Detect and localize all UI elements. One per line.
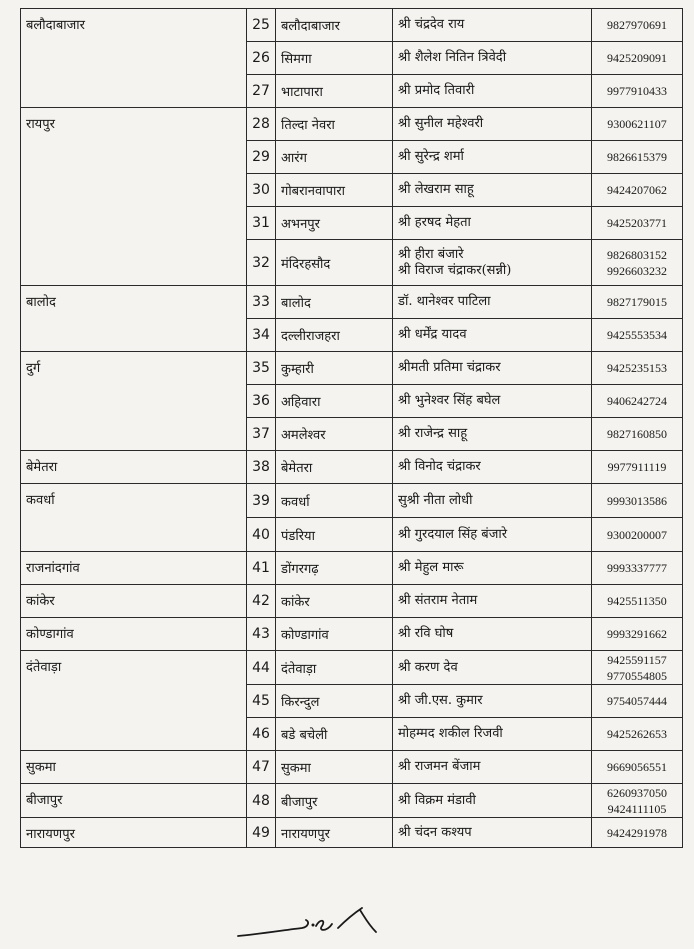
serial-number-cell: 41 xyxy=(247,552,276,585)
person-name: श्री चंद्रदेव राय xyxy=(398,17,465,32)
person-name-cell xyxy=(393,319,592,352)
person-name-cell xyxy=(393,42,592,75)
person-name-cell xyxy=(393,451,592,484)
serial-number-cell: 30 xyxy=(247,174,276,207)
person-name: श्री करण देव xyxy=(398,659,458,675)
phone-number: 9300621107 xyxy=(607,117,667,131)
serial-number-cell: 35 xyxy=(247,352,276,385)
table-row xyxy=(21,751,683,784)
person-name-cell xyxy=(393,174,592,207)
phone-cell xyxy=(592,207,683,240)
phone-cell xyxy=(592,385,683,418)
person-name: श्रीमती प्रतिमा चंद्राकर xyxy=(398,360,501,375)
signature-scribble xyxy=(230,898,400,943)
person-name: श्री चंदन कश्यप xyxy=(398,824,472,840)
person-name-cell xyxy=(393,352,592,385)
district-cell: बलौदाबाजार xyxy=(21,9,247,108)
phone-cell xyxy=(592,352,683,385)
phone-cell xyxy=(592,75,683,108)
phone-number: 6260937050 xyxy=(607,785,667,800)
phone-cell xyxy=(592,818,683,848)
block-name-cell: सिमगा xyxy=(276,42,393,75)
block-name-cell: बलौदाबाजार xyxy=(276,9,393,42)
person-name-cell xyxy=(393,484,592,518)
serial-number-cell: 29 xyxy=(247,141,276,174)
table-row xyxy=(21,484,683,518)
serial-number-cell: 46 xyxy=(247,718,276,751)
phone-number: 9669056551 xyxy=(607,760,667,774)
person-name-cell xyxy=(393,75,592,108)
phone-number: 9300200007 xyxy=(607,527,667,542)
phone-number: 9425511350 xyxy=(607,594,667,608)
phone-number: 9425203771 xyxy=(607,216,667,230)
block-president-table xyxy=(20,8,683,848)
serial-number-cell: 38 xyxy=(247,451,276,484)
block-name-cell: बडे बचेली xyxy=(276,718,393,751)
person-name-cell xyxy=(393,207,592,240)
person-name: श्री रवि घोष xyxy=(398,626,454,641)
serial-number-cell: 40 xyxy=(247,518,276,552)
phone-number: 9993291662 xyxy=(607,627,667,641)
person-name-cell xyxy=(393,552,592,585)
block-name-cell: अभनपुर xyxy=(276,207,393,240)
block-name-cell: नारायणपुर xyxy=(276,818,393,848)
table-row xyxy=(21,818,683,848)
phone-cell xyxy=(592,484,683,518)
district-cell: नारायणपुर xyxy=(21,818,247,848)
district-cell: बेमेतरा xyxy=(21,451,247,484)
serial-number-cell: 27 xyxy=(247,75,276,108)
person-name-cell xyxy=(393,718,592,751)
district-cell: कांकेर xyxy=(21,585,247,618)
table-body xyxy=(21,9,683,848)
person-name: श्री जी.एस. कुमार xyxy=(398,693,483,708)
person-name: श्री सुरेन्द्र शर्मा xyxy=(398,149,464,164)
district-cell: दुर्ग xyxy=(21,352,247,451)
block-name-cell: बेमेतरा xyxy=(276,451,393,484)
district-cell: कवर्धा xyxy=(21,484,247,552)
table-row xyxy=(21,618,683,651)
table-row xyxy=(21,108,683,141)
phone-number: 9993013586 xyxy=(607,493,667,508)
phone-number: 9425262653 xyxy=(607,727,667,741)
phone-number: 9977910433 xyxy=(607,84,667,98)
person-name: श्री राजेन्द्र साहू xyxy=(398,426,468,441)
serial-number-cell: 26 xyxy=(247,42,276,75)
phone-number: 9425553534 xyxy=(607,328,667,342)
phone-number: 9827179015 xyxy=(607,295,667,309)
person-name: श्री भुनेश्वर सिंह बघेल xyxy=(398,393,501,408)
phone-number: 9406242724 xyxy=(607,394,667,408)
serial-number-cell: 25 xyxy=(247,9,276,42)
person-name-cell xyxy=(393,618,592,651)
serial-number-cell: 33 xyxy=(247,286,276,319)
phone-cell xyxy=(592,784,683,818)
phone-cell xyxy=(592,108,683,141)
person-name-cell xyxy=(393,108,592,141)
table-row xyxy=(21,552,683,585)
block-name-cell: कांकेर xyxy=(276,585,393,618)
block-name-cell: बालोद xyxy=(276,286,393,319)
person-name: श्री मेहुल मारू xyxy=(398,560,464,575)
serial-number-cell: 31 xyxy=(247,207,276,240)
district-cell: बीजापुर xyxy=(21,784,247,818)
person-name: श्री शैलेश नितिन त्रिवेदी xyxy=(398,50,507,65)
phone-number: 9425591157 xyxy=(607,652,667,667)
block-name-cell: कुम्हारी xyxy=(276,352,393,385)
phone-number: 9827970691 xyxy=(607,18,667,32)
serial-number-cell: 47 xyxy=(247,751,276,784)
phone-cell xyxy=(592,9,683,42)
person-name-cell xyxy=(393,585,592,618)
serial-number-cell: 48 xyxy=(247,784,276,818)
block-name-cell: बीजापुर xyxy=(276,784,393,818)
phone-cell xyxy=(592,518,683,552)
serial-number-cell: 49 xyxy=(247,818,276,848)
person-name: श्री राजमन बेंजाम xyxy=(398,759,481,774)
phone-cell xyxy=(592,718,683,751)
serial-number-cell: 43 xyxy=(247,618,276,651)
serial-number-cell: 39 xyxy=(247,484,276,518)
serial-number-cell: 37 xyxy=(247,418,276,451)
phone-number: 9977911119 xyxy=(607,460,667,474)
person-name: श्री विक्रम मंडावी xyxy=(398,792,476,808)
person-name: श्री लेखराम साहू xyxy=(398,182,474,197)
person-name: श्री हीरा बंजारे xyxy=(398,246,464,262)
phone-cell xyxy=(592,751,683,784)
phone-cell xyxy=(592,651,683,685)
block-name-cell: तिल्दा नेवरा xyxy=(276,108,393,141)
person-name: श्री गुरदयाल सिंह बंजारे xyxy=(398,526,508,542)
phone-number: 9826803152 xyxy=(607,247,667,262)
block-name-cell: दंतेवाड़ा xyxy=(276,651,393,685)
phone-number: 9826615379 xyxy=(607,150,667,164)
phone-number: 9424207062 xyxy=(607,183,667,197)
serial-number-cell: 36 xyxy=(247,385,276,418)
person-name: डॉ. थानेश्वर पाटिला xyxy=(398,294,491,309)
phone-cell xyxy=(592,585,683,618)
phone-cell xyxy=(592,451,683,484)
person-name-cell xyxy=(393,651,592,685)
serial-number-cell: 44 xyxy=(247,651,276,685)
block-name-cell: डोंगरगढ़ xyxy=(276,552,393,585)
district-cell: रायपुर xyxy=(21,108,247,286)
district-cell: दंतेवाड़ा xyxy=(21,651,247,751)
block-name-cell: सुकमा xyxy=(276,751,393,784)
person-name: श्री हरषद मेहता xyxy=(398,215,471,230)
phone-number: 9770554805 xyxy=(607,668,667,683)
person-name-cell xyxy=(393,518,592,552)
serial-number-cell: 28 xyxy=(247,108,276,141)
phone-number: 9425209091 xyxy=(607,51,667,65)
phone-number: 9424111105 xyxy=(607,801,667,816)
serial-number-cell: 45 xyxy=(247,685,276,718)
person-name: श्री प्रमोद तिवारी xyxy=(398,83,475,98)
block-name-cell: पंडरिया xyxy=(276,518,393,552)
phone-cell xyxy=(592,240,683,286)
district-cell: कोण्डागांव xyxy=(21,618,247,651)
table-row xyxy=(21,784,683,818)
phone-number: 9827160850 xyxy=(607,427,667,441)
table-row xyxy=(21,585,683,618)
person-name-cell xyxy=(393,141,592,174)
person-name: श्री विनोद चंद्राकर xyxy=(398,459,481,474)
phone-cell xyxy=(592,174,683,207)
serial-number-cell: 34 xyxy=(247,319,276,352)
person-name: श्री सुनील महेश्वरी xyxy=(398,116,484,131)
block-name-cell: अहिवारा xyxy=(276,385,393,418)
table-row xyxy=(21,651,683,685)
person-name-cell xyxy=(393,685,592,718)
phone-number: 9926603232 xyxy=(607,263,667,278)
person-name-cell xyxy=(393,9,592,42)
phone-number: 9424291978 xyxy=(607,825,667,840)
person-name: श्री विराज चंद्राकर(सन्नी) xyxy=(398,262,512,278)
phone-cell xyxy=(592,418,683,451)
person-name-cell xyxy=(393,240,592,286)
person-name: मोहम्मद शकील रिजवी xyxy=(398,726,503,741)
district-cell: सुकमा xyxy=(21,751,247,784)
table-row xyxy=(21,352,683,385)
block-name-cell: भाटापारा xyxy=(276,75,393,108)
phone-cell xyxy=(592,141,683,174)
phone-cell xyxy=(592,319,683,352)
person-name-cell xyxy=(393,818,592,848)
serial-number-cell: 32 xyxy=(247,240,276,286)
table-row xyxy=(21,9,683,42)
block-name-cell: अमलेश्वर xyxy=(276,418,393,451)
block-name-cell: कोण्डागांव xyxy=(276,618,393,651)
district-cell: राजनांदगांव xyxy=(21,552,247,585)
table-row xyxy=(21,451,683,484)
phone-number: 9993337777 xyxy=(607,561,667,575)
phone-number: 9754057444 xyxy=(607,694,667,708)
person-name-cell xyxy=(393,751,592,784)
person-name-cell xyxy=(393,784,592,818)
person-name: सुश्री नीता लोधी xyxy=(398,492,473,508)
phone-cell xyxy=(592,286,683,319)
serial-number-cell: 42 xyxy=(247,585,276,618)
person-name: श्री धर्मेंद्र यादव xyxy=(398,327,467,342)
block-name-cell: मंदिरहसौद xyxy=(276,240,393,286)
phone-cell xyxy=(592,618,683,651)
phone-cell xyxy=(592,552,683,585)
person-name-cell xyxy=(393,385,592,418)
block-name-cell: गोबरानवापारा xyxy=(276,174,393,207)
block-name-cell: कवर्धा xyxy=(276,484,393,518)
phone-cell xyxy=(592,42,683,75)
person-name: श्री संतराम नेताम xyxy=(398,593,478,608)
person-name-cell xyxy=(393,418,592,451)
person-name-cell xyxy=(393,286,592,319)
phone-number: 9425235153 xyxy=(607,361,667,375)
phone-cell xyxy=(592,685,683,718)
block-name-cell: दल्लीराजहरा xyxy=(276,319,393,352)
table-row xyxy=(21,286,683,319)
block-name-cell: किरन्दुल xyxy=(276,685,393,718)
block-name-cell: आरंग xyxy=(276,141,393,174)
district-cell: बालोद xyxy=(21,286,247,352)
